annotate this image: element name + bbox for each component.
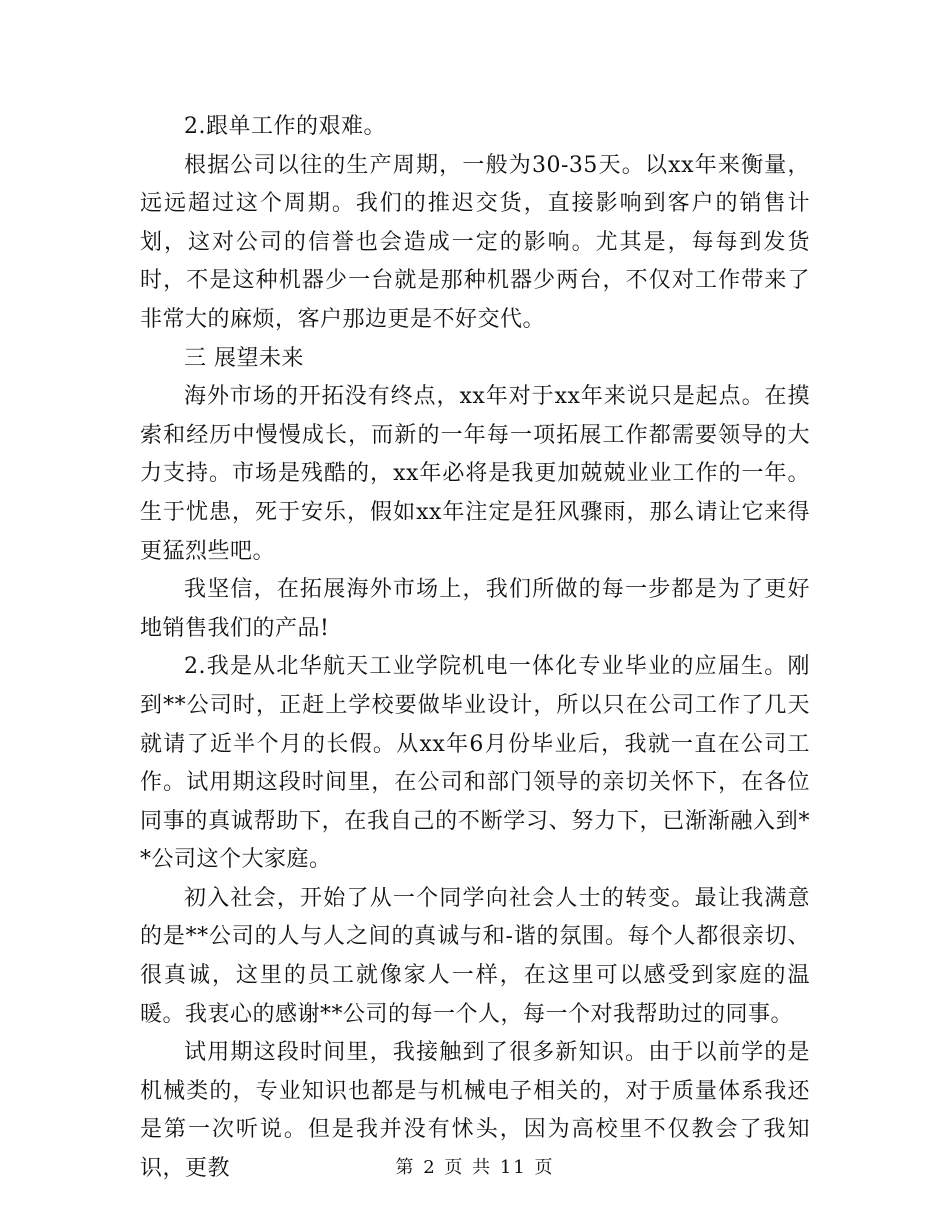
paragraph: 试用期这段时间里，我接触到了很多新知识。由于以前学的是机械类的，专业知识也都是与机械电子相关的，对于质量体系我还是第一次听说。但是我并没有怵头，因为高校里不仅教会了我知识，更教 — [140, 1040, 810, 1182]
paragraph-section-heading: 三 展望未来 — [184, 345, 304, 371]
paragraph: 海外市场的开拓没有终点，xx年对于xx年来说只是起点。在摸索和经历中慢慢成长，而新的一年每一项拓展工作都需要领导的大力支持。市场是残酷的，xx年必将是我更加兢兢业业工作的一年。生于忧患，死于安乐，假如xx年注定是狂风骤雨，那么请让它来得更猛烈些吧。 — [140, 384, 810, 564]
page-number-footer: 第 2 页 共 11 页 — [395, 1157, 555, 1178]
paragraph: 根据公司以往的生产周期，一般为30-35天。以xx年来衡量，远远超过这个周期。我们的推迟交货，直接影响到客户的销售计划，这对公司的信誉也会造成一定的影响。尤其是，每每到发货时，不是这种机器少一台就是那种机器少两台，不仅对工作带来了非常大的麻烦，客户那边更是不好交代。 — [140, 152, 810, 332]
paragraph: 初入社会，开始了从一个同学向社会人士的转变。最让我满意的是**公司的人与人之间的真诚与和-谐的氛围。每个人都很亲切、很真诚，这里的员工就像家人一样，在这里可以感受到家庭的温暖。我衷心的感谢**公司的每一个人，每一个对我帮助过的同事。 — [140, 885, 810, 1027]
paragraph: 2.我是从北华航天工业学院机电一体化专业毕业的应届生。刚到**公司时，正赶上学校要做毕业设计，所以只在公司工作了几天就请了近半个月的长假。从xx年6月份毕业后，我就一直在公司工作。试用期这段时间里，在公司和部门领导的亲切关怀下，在各位同事的真诚帮助下，在我自己的不断学习、努力下，已渐渐融入到**公司这个大家庭。 — [140, 654, 810, 873]
paragraph: 我坚信，在拓展海外市场上，我们所做的每一步都是为了更好地销售我们的产品! — [140, 577, 810, 641]
paragraph-section-heading: 2.跟单工作的艰难。 — [184, 114, 386, 139]
document-body — [140, 108, 810, 1189]
